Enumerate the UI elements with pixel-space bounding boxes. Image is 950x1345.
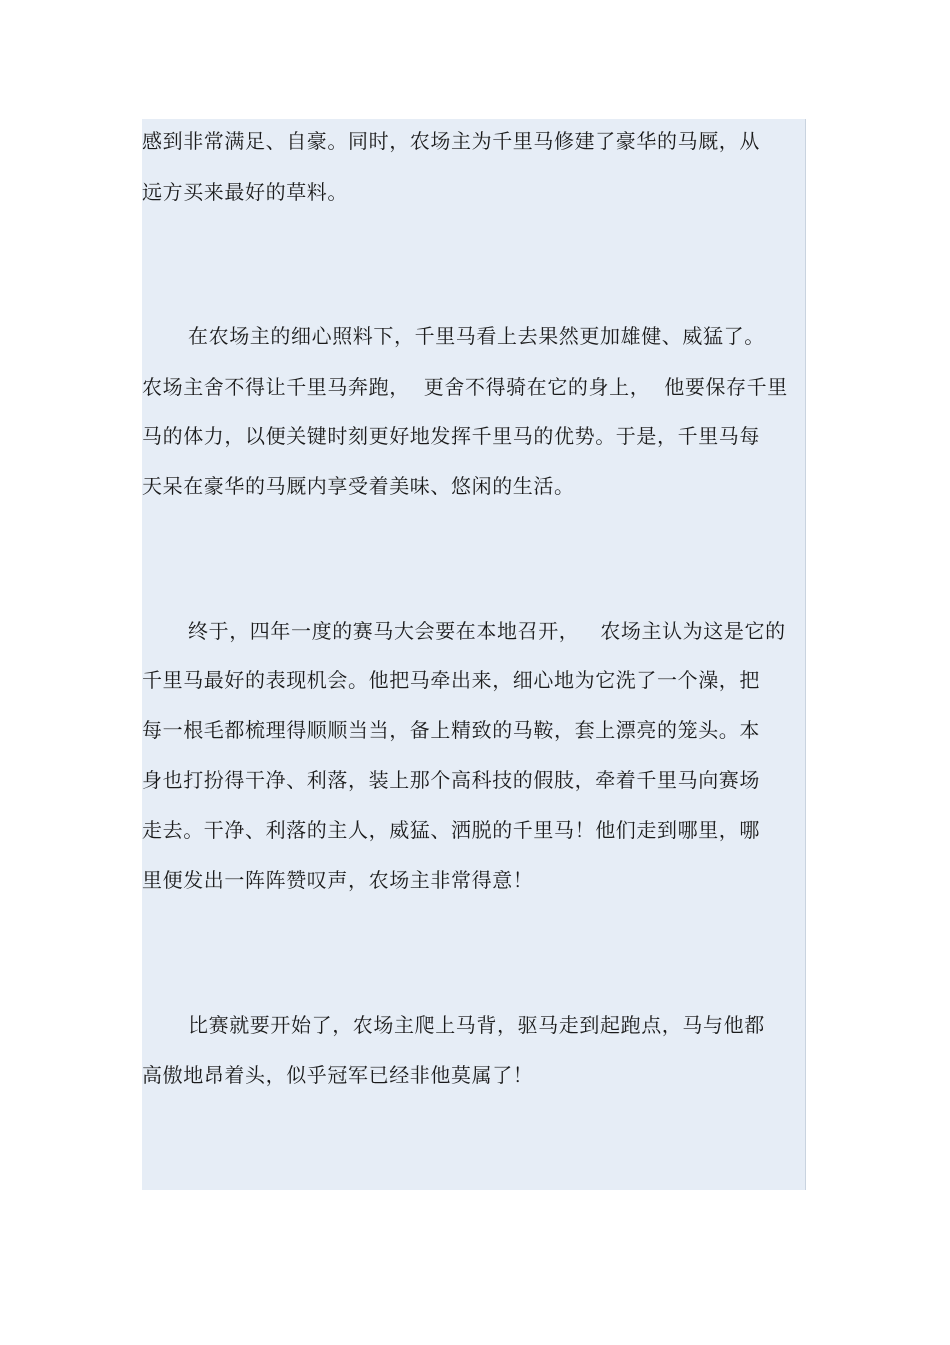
- text-line: 感到非常满足、自豪。同时，农场主为千里马修建了豪华的马厩，从: [142, 129, 760, 153]
- text-line: 马的体力，以便关键时刻更好地发挥千里马的优势。于是，千里马每: [142, 424, 760, 448]
- text-line: 里便发出一阵阵赞叹声，农场主非常得意！: [142, 868, 534, 892]
- text-line: 天呆在豪华的马厩内享受着美味、悠闲的生活。: [142, 474, 575, 498]
- text-line: 农场主舍不得让千里马奔跑， 更舍不得骑在它的身上， 他要保存千里: [142, 375, 788, 399]
- text-line: 走去。干净、利落的主人，威猛、洒脱的千里马！他们走到哪里，哪: [142, 818, 760, 842]
- text-line: 身也打扮得干净、利落，装上那个高科技的假肢，牵着千里马向赛场: [142, 768, 760, 792]
- text-line: 每一根毛都梳理得顺顺当当，备上精致的马鞍，套上漂亮的笼头。本: [142, 718, 760, 742]
- text-line: 终于，四年一度的赛马大会要在本地召开， 农场主认为这是它的: [188, 619, 786, 643]
- text-line: 远方买来最好的草料。: [142, 180, 348, 204]
- text-line: 比赛就要开始了，农场主爬上马背，驱马走到起跑点，马与他都: [188, 1013, 765, 1037]
- text-line: 千里马最好的表现机会。他把马牵出来，细心地为它洗了一个澡，把: [142, 668, 760, 692]
- text-line: 高傲地昂着头，似乎冠军已经非他莫属了！: [142, 1063, 534, 1087]
- text-line: 在农场主的细心照料下，千里马看上去果然更加雄健、威猛了。: [188, 324, 765, 348]
